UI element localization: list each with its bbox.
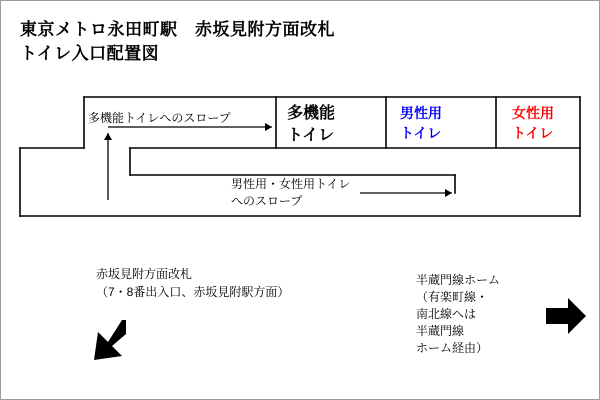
caption-hanzomon-platform-line4: 半蔵門線 [416,324,465,338]
label-slope-to-mens-womens-line1: 男性用・女性用トイレ [231,177,351,191]
caption-hanzomon-platform-line5: ホーム経由） [416,341,489,355]
label-womens-toilet-line1: 女性用 [512,105,554,121]
label-multipurpose-toilet-line1: 多機能 [287,105,336,122]
label-mens-toilet [400,103,442,143]
label-slope-to-multipurpose: 多機能トイレへのスロープ [88,111,231,125]
page-title-line1: 東京メトロ永田町駅 赤坂見附方面改札 [20,20,335,39]
arrow-down-left-icon [88,318,134,369]
caption-ticket-gate-line2: （7・8番出入口、赤坂見附駅方面） [96,285,290,299]
page-title-line2: トイレ入口配置図 [20,44,160,63]
label-womens-toilet-line2: トイレ [512,125,554,141]
slope-arrow-mens-womens [360,189,452,197]
caption-ticket-gate-line1: 赤坂見附方面改札 [96,267,193,281]
label-slope-to-mens-womens [231,176,350,210]
caption-hanzomon-platform-line2: （有楽町線・ [416,290,489,304]
label-womens-toilet [512,103,554,143]
caption-hanzomon-platform-line1: 半蔵門線ホーム [416,273,501,287]
caption-ticket-gate [96,265,289,301]
caption-hanzomon-platform-line3: 南北線へは [416,307,477,321]
caption-hanzomon-platform [416,272,500,357]
label-slope-to-mens-womens-line2: へのスロープ [231,194,303,208]
corridor-up-arrow [104,133,112,200]
label-mens-toilet-line2: トイレ [400,125,442,141]
label-multipurpose-toilet [287,103,335,147]
label-mens-toilet-line1: 男性用 [400,105,442,121]
label-multipurpose-toilet-line2: トイレ [287,127,335,144]
arrow-right-icon [546,296,588,341]
